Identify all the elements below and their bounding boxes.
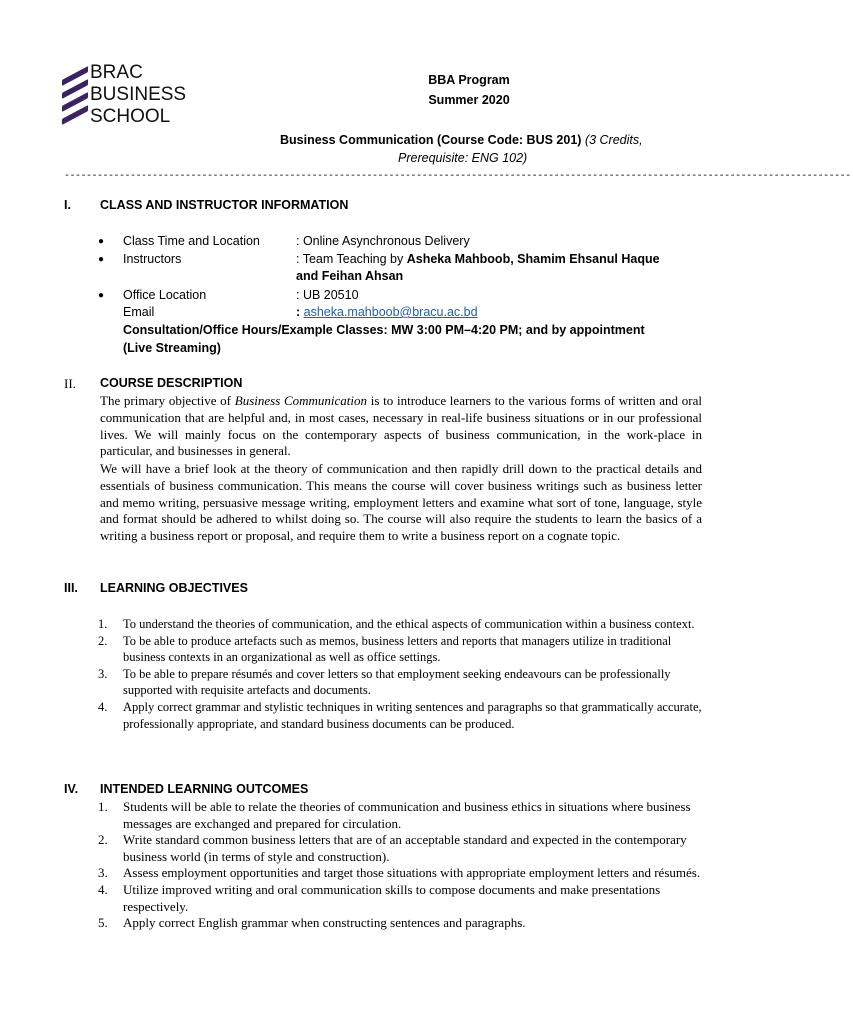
instructors-names-cont: and Feihan Ahsan xyxy=(296,269,404,283)
email-prefix: : xyxy=(296,305,304,319)
item-number: 3. xyxy=(98,865,108,881)
item-text: To be able to produce artefacts such as memos, business letters and reports that managers utilize in traditional business contexts in an organizational as well as office settings. xyxy=(123,633,672,665)
instructors-prefix: : Team Teaching by xyxy=(296,252,407,266)
item-text: Utilize improved writing and oral communication skills to compose documents and make presentations respectively. xyxy=(123,881,661,914)
instructors-names: Asheka Mahboob, Shamim Ehsanul Haque xyxy=(406,252,660,266)
course-credits: (3 Credits, xyxy=(584,133,643,147)
course-title xyxy=(280,130,710,151)
info-label: Office Location xyxy=(123,288,207,302)
item-number: 1. xyxy=(98,617,108,631)
section-title: COURSE DESCRIPTION xyxy=(100,376,243,390)
list-item xyxy=(98,616,708,633)
info-value: : Online Asynchronous Delivery xyxy=(296,234,470,248)
course-description-p2: We will have a brief look at the theory of communication and then rapidly drill down to the practical details and essentials of business communication. This means the course will cover business writings such as business letter and memo writing, persuasive message writing, employment letters and examine what sort of tone, language, style and format should be adhered to whilst doing so. The course will also require the students to learn the basics of a writing a business report or proposal, and require them to write a business report on a cognate topic. xyxy=(100,461,702,544)
item-number: 3. xyxy=(98,666,108,681)
item-number: 5. xyxy=(98,915,108,931)
section-number: IV. xyxy=(64,782,79,796)
divider-line: ----------------------------------------------------------------------------------------------------------------------------------------------- xyxy=(64,171,851,182)
learning-objectives-list xyxy=(98,616,708,732)
info-value xyxy=(296,305,478,319)
item-number: 4. xyxy=(98,881,108,897)
bullet-icon: ● xyxy=(98,236,105,247)
item-number: 2. xyxy=(98,832,108,848)
info-label: Class Time and Location xyxy=(123,234,260,248)
item-text: Students will be able to relate the theories of communication and business ethics in situations where business messages are exchanged and prepared for circulation. xyxy=(123,799,691,831)
course-prerequisite: Prerequisite: ENG 102) xyxy=(398,151,528,165)
course-description-p1 xyxy=(100,393,702,460)
item-text: Assess employment opportunities and target those situations with appropriate employment letters and résumés. xyxy=(123,865,701,881)
logo-line1: BRAC xyxy=(90,62,143,83)
email-link[interactable]: asheka.mahboob@bracu.ac.bd xyxy=(303,305,478,319)
list-item xyxy=(98,699,708,732)
item-text: Write standard common business letters that are of an acceptable standard and expected in the contemporary business world (in terms of style and construction). xyxy=(123,832,687,864)
item-text: To be able to prepare résumés and cover letters so that employment seeking endeavours can be professionally supported with requisite artefacts and documents. xyxy=(123,666,671,698)
item-number: 4. xyxy=(98,699,108,714)
list-item xyxy=(98,865,708,882)
section-title: LEARNING OBJECTIVES xyxy=(100,581,248,595)
info-label: Instructors xyxy=(123,252,182,266)
section-number: II. xyxy=(64,376,76,391)
section-title: INTENDED LEARNING OUTCOMES xyxy=(100,782,309,796)
logo-line2: BUSINESS xyxy=(90,84,187,105)
term-title: Summer 2020 xyxy=(428,93,510,107)
list-item xyxy=(98,799,708,832)
section-title: CLASS AND INSTRUCTOR INFORMATION xyxy=(100,198,349,212)
p1-emphasis: Business Communication xyxy=(234,393,368,408)
info-value: : UB 20510 xyxy=(296,288,359,302)
learning-outcomes-list xyxy=(98,799,708,932)
bullet-icon: ● xyxy=(98,254,105,265)
info-value xyxy=(296,252,660,266)
list-item xyxy=(98,633,708,666)
item-number: 2. xyxy=(98,633,108,648)
item-text: To understand the theories of communication, and the ethical aspects of communication within a business context. xyxy=(123,617,695,631)
p1-post: is to introduce learners to the various forms of written and oral communication that are helpful and, in most cases, necessary in real-life business situations or in our professional lives. We will mainly focus on the contemporary aspects of business communication, in the work-place in particular, and businesses in general. xyxy=(100,393,702,459)
list-item xyxy=(98,915,708,932)
item-number: 1. xyxy=(98,799,108,814)
consultation-hours: Consultation/Office Hours/Example Classes: MW 3:00 PM–4:20 PM; and by appointment xyxy=(123,323,645,337)
list-item xyxy=(98,666,708,699)
section-number: III. xyxy=(64,581,78,595)
info-label: Email xyxy=(123,305,155,319)
logo-line3: SCHOOL xyxy=(90,106,171,127)
item-text: Apply correct grammar and stylistic techniques in writing sentences and paragraphs so that grammatically accurate, professionally appropriate, and standard business documents can be produced. xyxy=(123,699,702,731)
course-name: Business Communication (Course Code: BUS 201) xyxy=(280,133,582,147)
item-text: Apply correct English grammar when constructing sentences and paragraphs. xyxy=(123,915,526,931)
section-number: I. xyxy=(64,198,71,212)
bullet-icon: ● xyxy=(98,290,105,301)
list-item xyxy=(98,832,708,865)
list-item xyxy=(98,882,708,915)
p1-pre: The primary objective of xyxy=(100,393,235,408)
program-title: BBA Program xyxy=(428,73,510,87)
consultation-mode: (Live Streaming) xyxy=(123,341,221,355)
